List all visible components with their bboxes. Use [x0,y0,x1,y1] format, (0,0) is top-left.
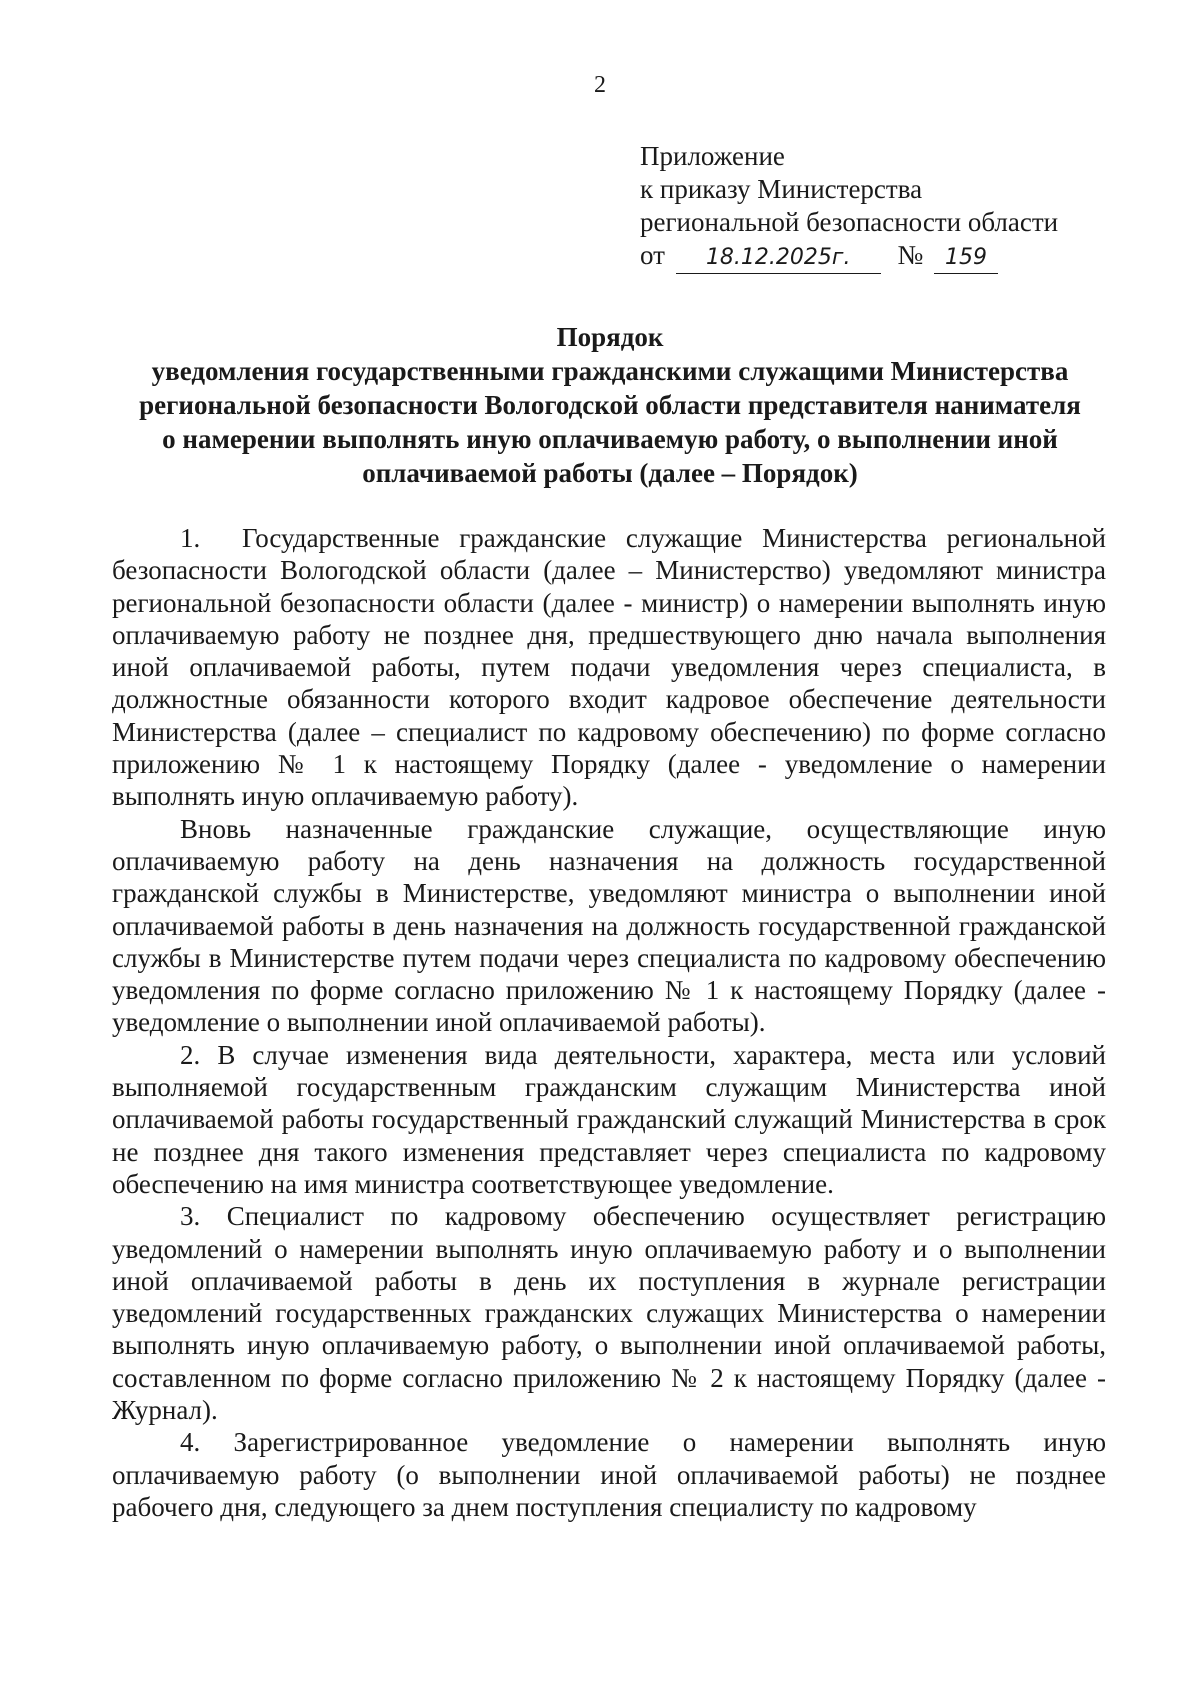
document-body [112,522,1106,1523]
handwritten-date: 18.12.2025г. [676,243,881,274]
paragraph-2: 2. В случае изменения вида деятельности, характера, места или условий выполняемой государственным гражданским служащим Министерства иной оплачиваемой работы государственный гражданский служащий Министерства в срок не позднее дня такого изменения представляет через специалиста по кадровому обеспечению на имя министра соответствующее уведомление. [112,1039,1106,1199]
appendix-title: Приложение [640,141,785,171]
paragraph-1-number: 1. [180,523,201,553]
paragraph-1-text: Государственные гражданские служащие Министерства региональной безопасности Вологодской области (далее – Министерство) уведомляют министра региональной безопасности области (далее - министр) о намерении выполнять иную оплачиваемую работу не позднее дня, предшествующего дню начала выполнения иной оплачиваемой работы, путем подачи уведомления через специалиста, в должностные обязанности которого входит кадровое обеспечение деятельности Министерства (далее – специалист по кадровому обеспечению) по форме согласно приложению № 1 к настоящему Порядку (далее - уведомление о намерении выполнять иную оплачиваемую работу). [112,523,1106,812]
title-line-3: региональной безопасности Вологодской области представителя нанимателя [139,390,1081,420]
title-line-4: о намерении выполнять иную оплачиваемую работу, о выполнении иной [162,424,1058,454]
paragraph-1 [112,522,1106,813]
title-line-1: Порядок [556,322,664,352]
paragraph-3: 3. Специалист по кадровому обеспечению осуществляет регистрацию уведомлений о намерении выполнять иную оплачиваемую работу и о выполнении иной оплачиваемой работы в день их поступления в журнале регистрации уведомлений государственных гражданских служащих Министерства о намерении выполнять иную оплачиваемую работу, о выполнении иной оплачиваемой работы, составленном по форме согласно приложению № 2 к настоящему Порядку (далее - Журнал). [112,1201,1106,1426]
appendix-block [640,140,1120,274]
title-line-2: уведомления государственными гражданскими служащими Министерства [151,356,1069,386]
document-title [110,320,1110,490]
appendix-order-ref: к приказу Министерства [640,174,923,204]
title-line-5: оплачиваемой работы (далее – Порядок) [362,458,858,488]
appendix-date-number-line [640,239,1120,274]
paragraph-4: 4. Зарегистрированное уведомление о намерении выполнять иную оплачиваемую работу (о выполнении иной оплачиваемой работы) не позднее рабочего дня, следующего за днем поступления специалисту по кадровому [112,1427,1106,1522]
page-number: 2 [594,72,606,98]
number-label: № [897,240,924,270]
appendix-ministry: региональной безопасности области [640,207,1059,237]
paragraph-1b: Вновь назначенные гражданские служащие, осуществляющие иную оплачиваемую работу на день назначения на должность государственной гражданской службы в Министерстве, уведомляют министра о выполнении иной оплачиваемой работы в день назначения на должность государственной гражданской службы в Министерстве путем подачи через специалиста по кадровому обеспечению уведомления по форме согласно приложению № 1 к настоящему Порядку (далее - уведомление о выполнении иной оплачиваемой работы). [112,813,1106,1038]
handwritten-number: 159 [934,243,998,274]
from-label: от [640,240,665,270]
